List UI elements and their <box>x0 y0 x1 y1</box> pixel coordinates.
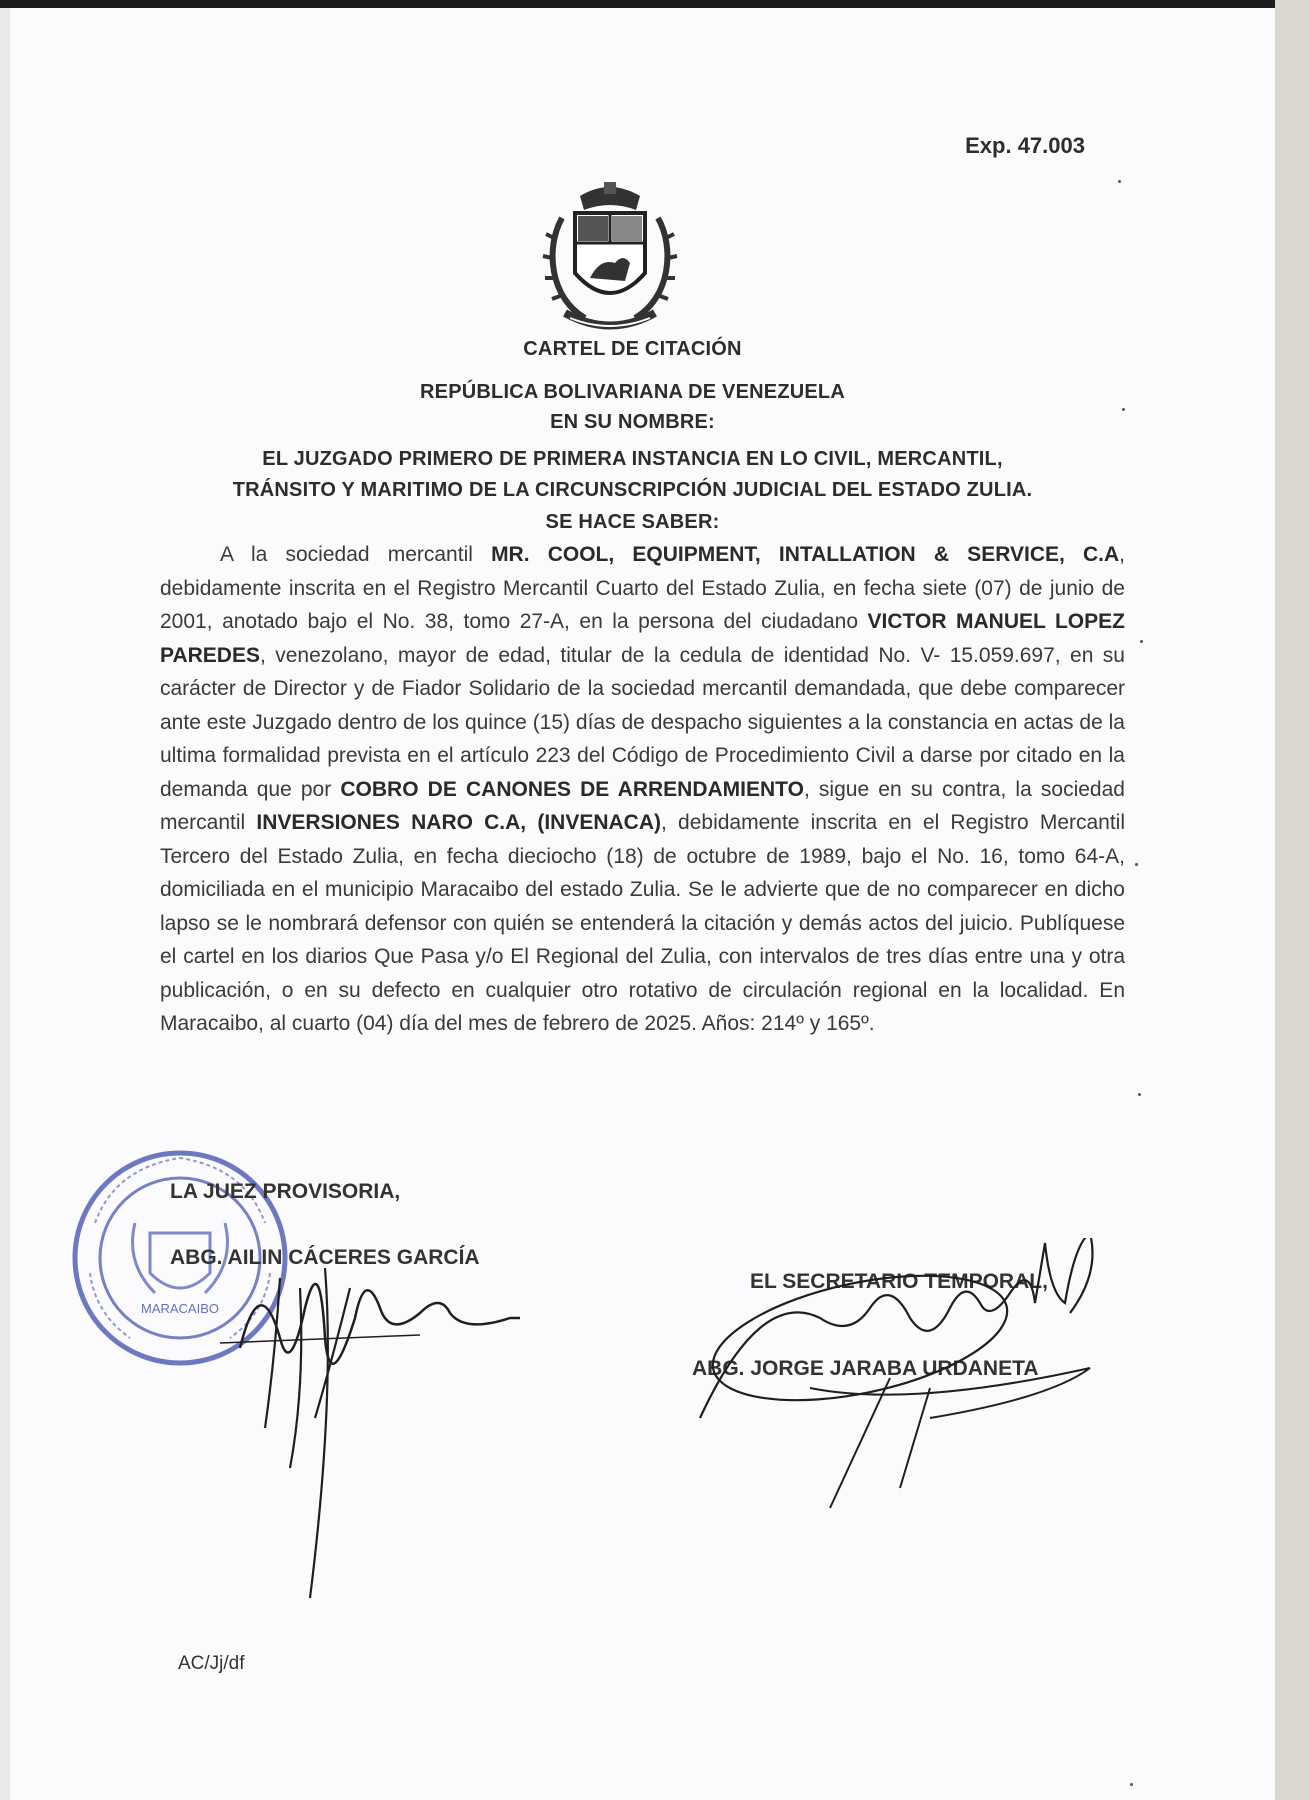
scan-speck <box>1135 863 1138 866</box>
scan-right-border <box>1275 0 1309 1800</box>
judge-signature <box>220 1148 520 1618</box>
coat-of-arms-icon <box>540 178 680 338</box>
document-title: CARTEL DE CITACIÓN <box>523 338 742 360</box>
judge-title: LA JUEZ PROVISORIA, <box>170 1180 401 1203</box>
document-page <box>10 8 1275 1800</box>
scan-speck <box>1122 408 1125 411</box>
secretary-signature <box>690 1238 1120 1528</box>
header-court-line-2: TRÁNSITO Y MARITIMO DE LA CIRCUNSCRIPCIÓN JUDICIAL DEL ESTADO ZULIA. <box>232 479 1033 501</box>
scan-speck <box>1118 180 1121 183</box>
scan-speck <box>1140 640 1143 643</box>
header-republic: REPÚBLICA BOLIVARIANA DE VENEZUELA <box>420 381 845 403</box>
secretary-name: ABG. JORGE JARABA URDANETA <box>692 1357 1039 1380</box>
expediente-number: Exp. 47.003 <box>965 133 1085 158</box>
header-en-su-nombre: EN SU NOMBRE: <box>550 411 715 433</box>
seal-text: MARACAIBO <box>140 1301 220 1316</box>
person-name: VICTOR MANUEL LOPEZ PAREDES <box>160 610 1125 667</box>
body-segment: , sigue en su contra, la sociedad mercantil <box>160 777 1125 834</box>
scan-speck <box>1130 1783 1133 1786</box>
judge-name: ABG. AILIN CÁCERES GARCÍA <box>170 1246 480 1269</box>
body-segment: , venezolano, mayor de edad, titular de la cedula de identidad No. V- 15.059.697, en su carácter de Director y de Fiador Solidario de la sociedad mercantil demandada, que debe comparecer ante este Juzgado dentro de los quince (15) días de despacho siguientes a la constancia en actas de la ultima formalidad prevista en el artículo 223 del Código de Procedimiento Civil a darse por citado en la demanda que por <box>160 643 1125 801</box>
scan-speck <box>1138 1093 1141 1096</box>
header-se-hace-saber: SE HACE SABER: <box>545 511 720 533</box>
secretary-title: EL SECRETARIO TEMPORAL, <box>750 1270 1048 1293</box>
claim-type: COBRO DE CANONES DE ARRENDAMIENTO <box>340 777 804 801</box>
header-court-line-1: EL JUZGADO PRIMERO DE PRIMERA INSTANCIA EN LO CIVIL, MERCANTIL, <box>262 448 1003 470</box>
body-segment: A la sociedad mercantil <box>220 543 492 566</box>
body-segment: , debidamente inscrita en el Registro Mercantil Tercero del Estado Zulia, en fecha dieciocho (18) de octubre de 1989, bajo el No. 16, tomo 64-A, domiciliada en el municipio Maracaibo del estado Zulia. Se le advierte que de no comparecer en dicho lapso se le nombrará defensor con quién se entenderá la citación y demás actos del juicio. Publíquese el cartel en los diarios Que Pasa y/o El Regional del Zulia, con intervalos de tres días entre una y otra publicación, o en su defecto en cualquier otro rotativo de circulación regional en la localidad. En Maracaibo, al cuarto (04) día del mes de febrero de 2025. Años: 214º y 165º. <box>160 811 1126 1035</box>
scan-top-border <box>0 0 1309 8</box>
citation-body <box>160 538 1125 1041</box>
plaintiff-name: INVERSIONES NARO C.A, (INVENACA) <box>256 811 661 834</box>
body-segment: , debidamente inscrita en el Registro Mercantil Cuarto del Estado Zulia, en fecha siete (07) de junio de 2001, anotado bajo el No. 38, tomo 27-A, en la persona del ciudadano <box>160 543 1125 633</box>
reference-initials: AC/Jj/df <box>178 1653 245 1674</box>
company-name: MR. COOL, EQUIPMENT, INTALLATION & SERVICE, C.A <box>491 543 1120 566</box>
